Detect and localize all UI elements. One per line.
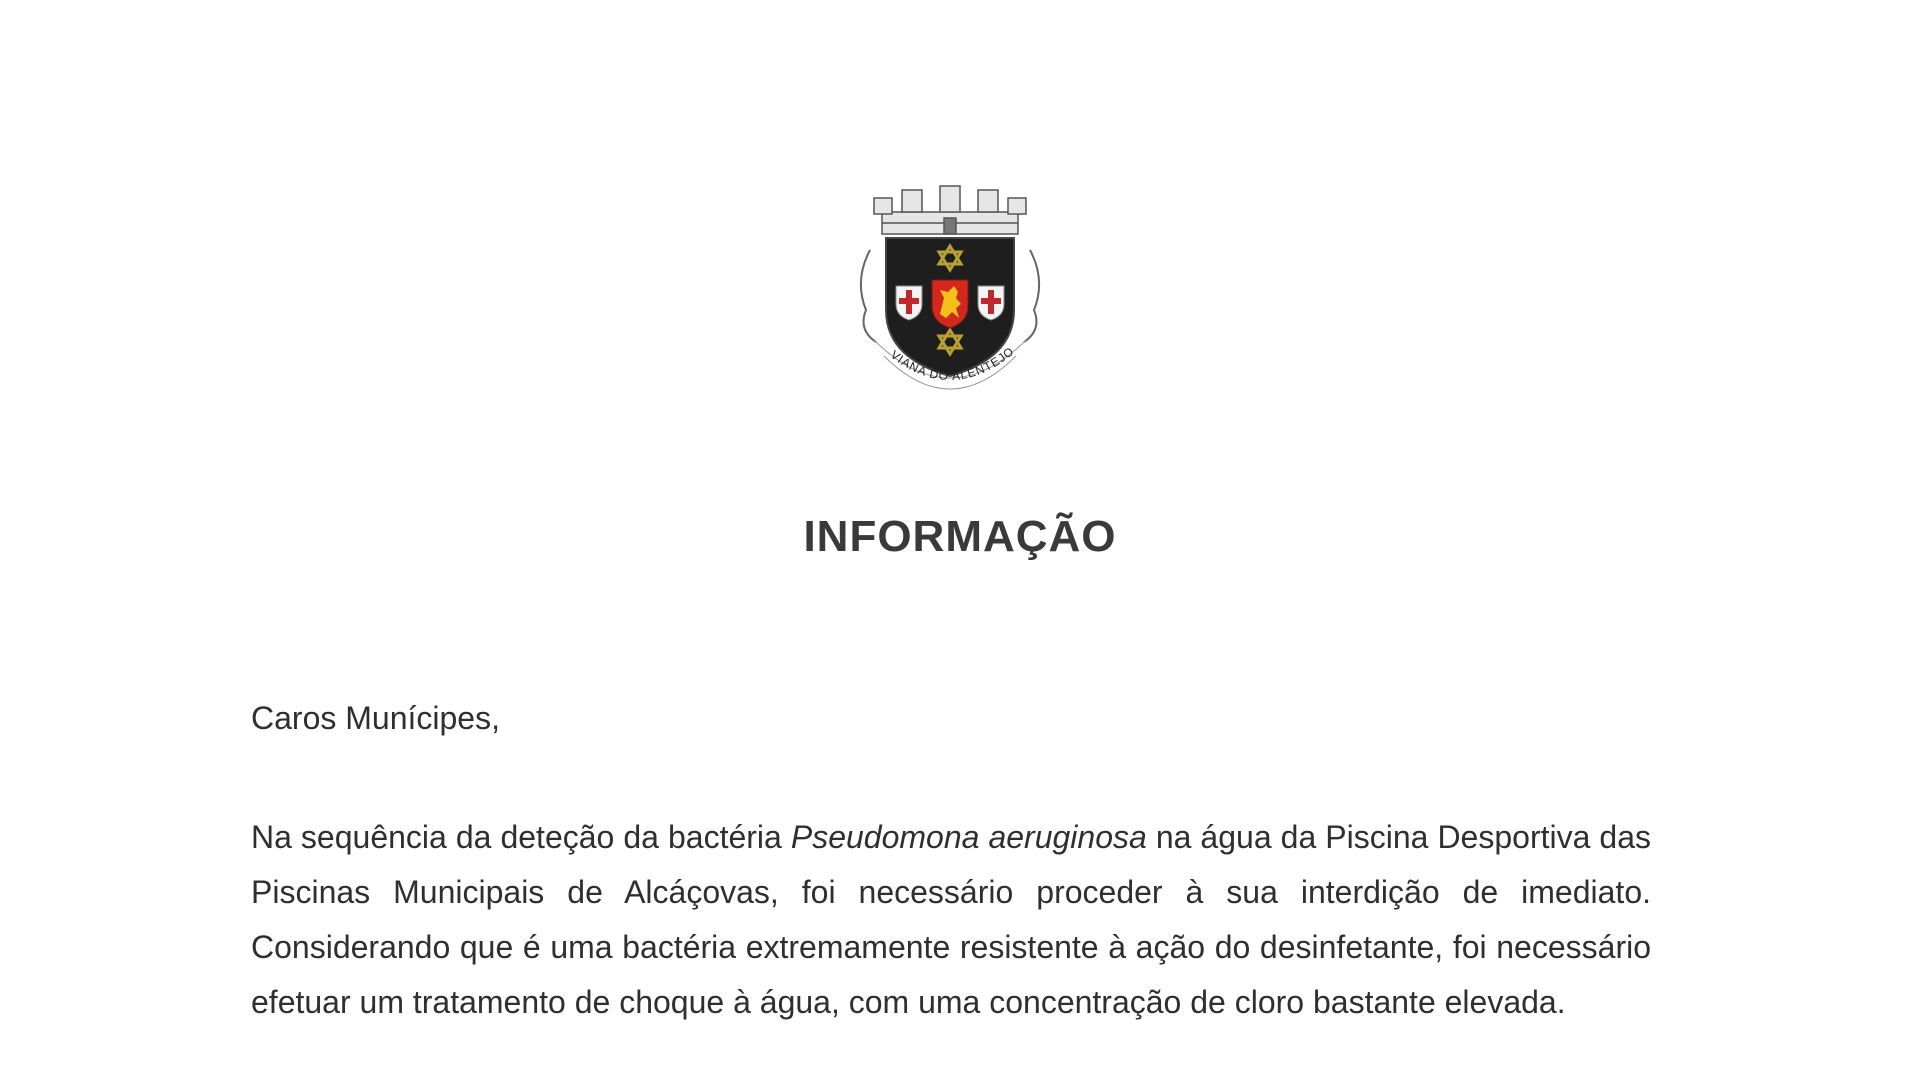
mural-crown-icon <box>874 186 1026 234</box>
document-heading: INFORMAÇÃO <box>803 512 1117 561</box>
coat-of-arms-icon <box>840 180 1060 400</box>
paragraph-text-part2: na água da Piscina Desportiva das Piscinas Municipais de Alcáçovas, foi necessário proceder à sua interdição de imediato. Considerando que é uma bactéria extremamente resistente à ação do desinfetante, foi necessário efetuar um tratamento de choque à água, com uma concentração de cloro bastante elevada. <box>251 819 1652 1020</box>
cross-escutcheon-icon <box>978 286 1004 320</box>
greeting-line: Caros Munícipes, <box>251 700 500 736</box>
body-paragraph <box>251 810 1651 1030</box>
lion-escutcheon-icon <box>932 280 968 328</box>
paragraph-text-part1: Na sequência da deteção da bactéria <box>251 819 791 855</box>
crest-motto: VIANA DO ALENTEJO <box>887 343 1017 384</box>
bacteria-name: Pseudomona aeruginosa <box>790 819 1147 855</box>
cross-escutcheon-icon <box>896 286 922 320</box>
coat-of-arms <box>840 180 1060 400</box>
